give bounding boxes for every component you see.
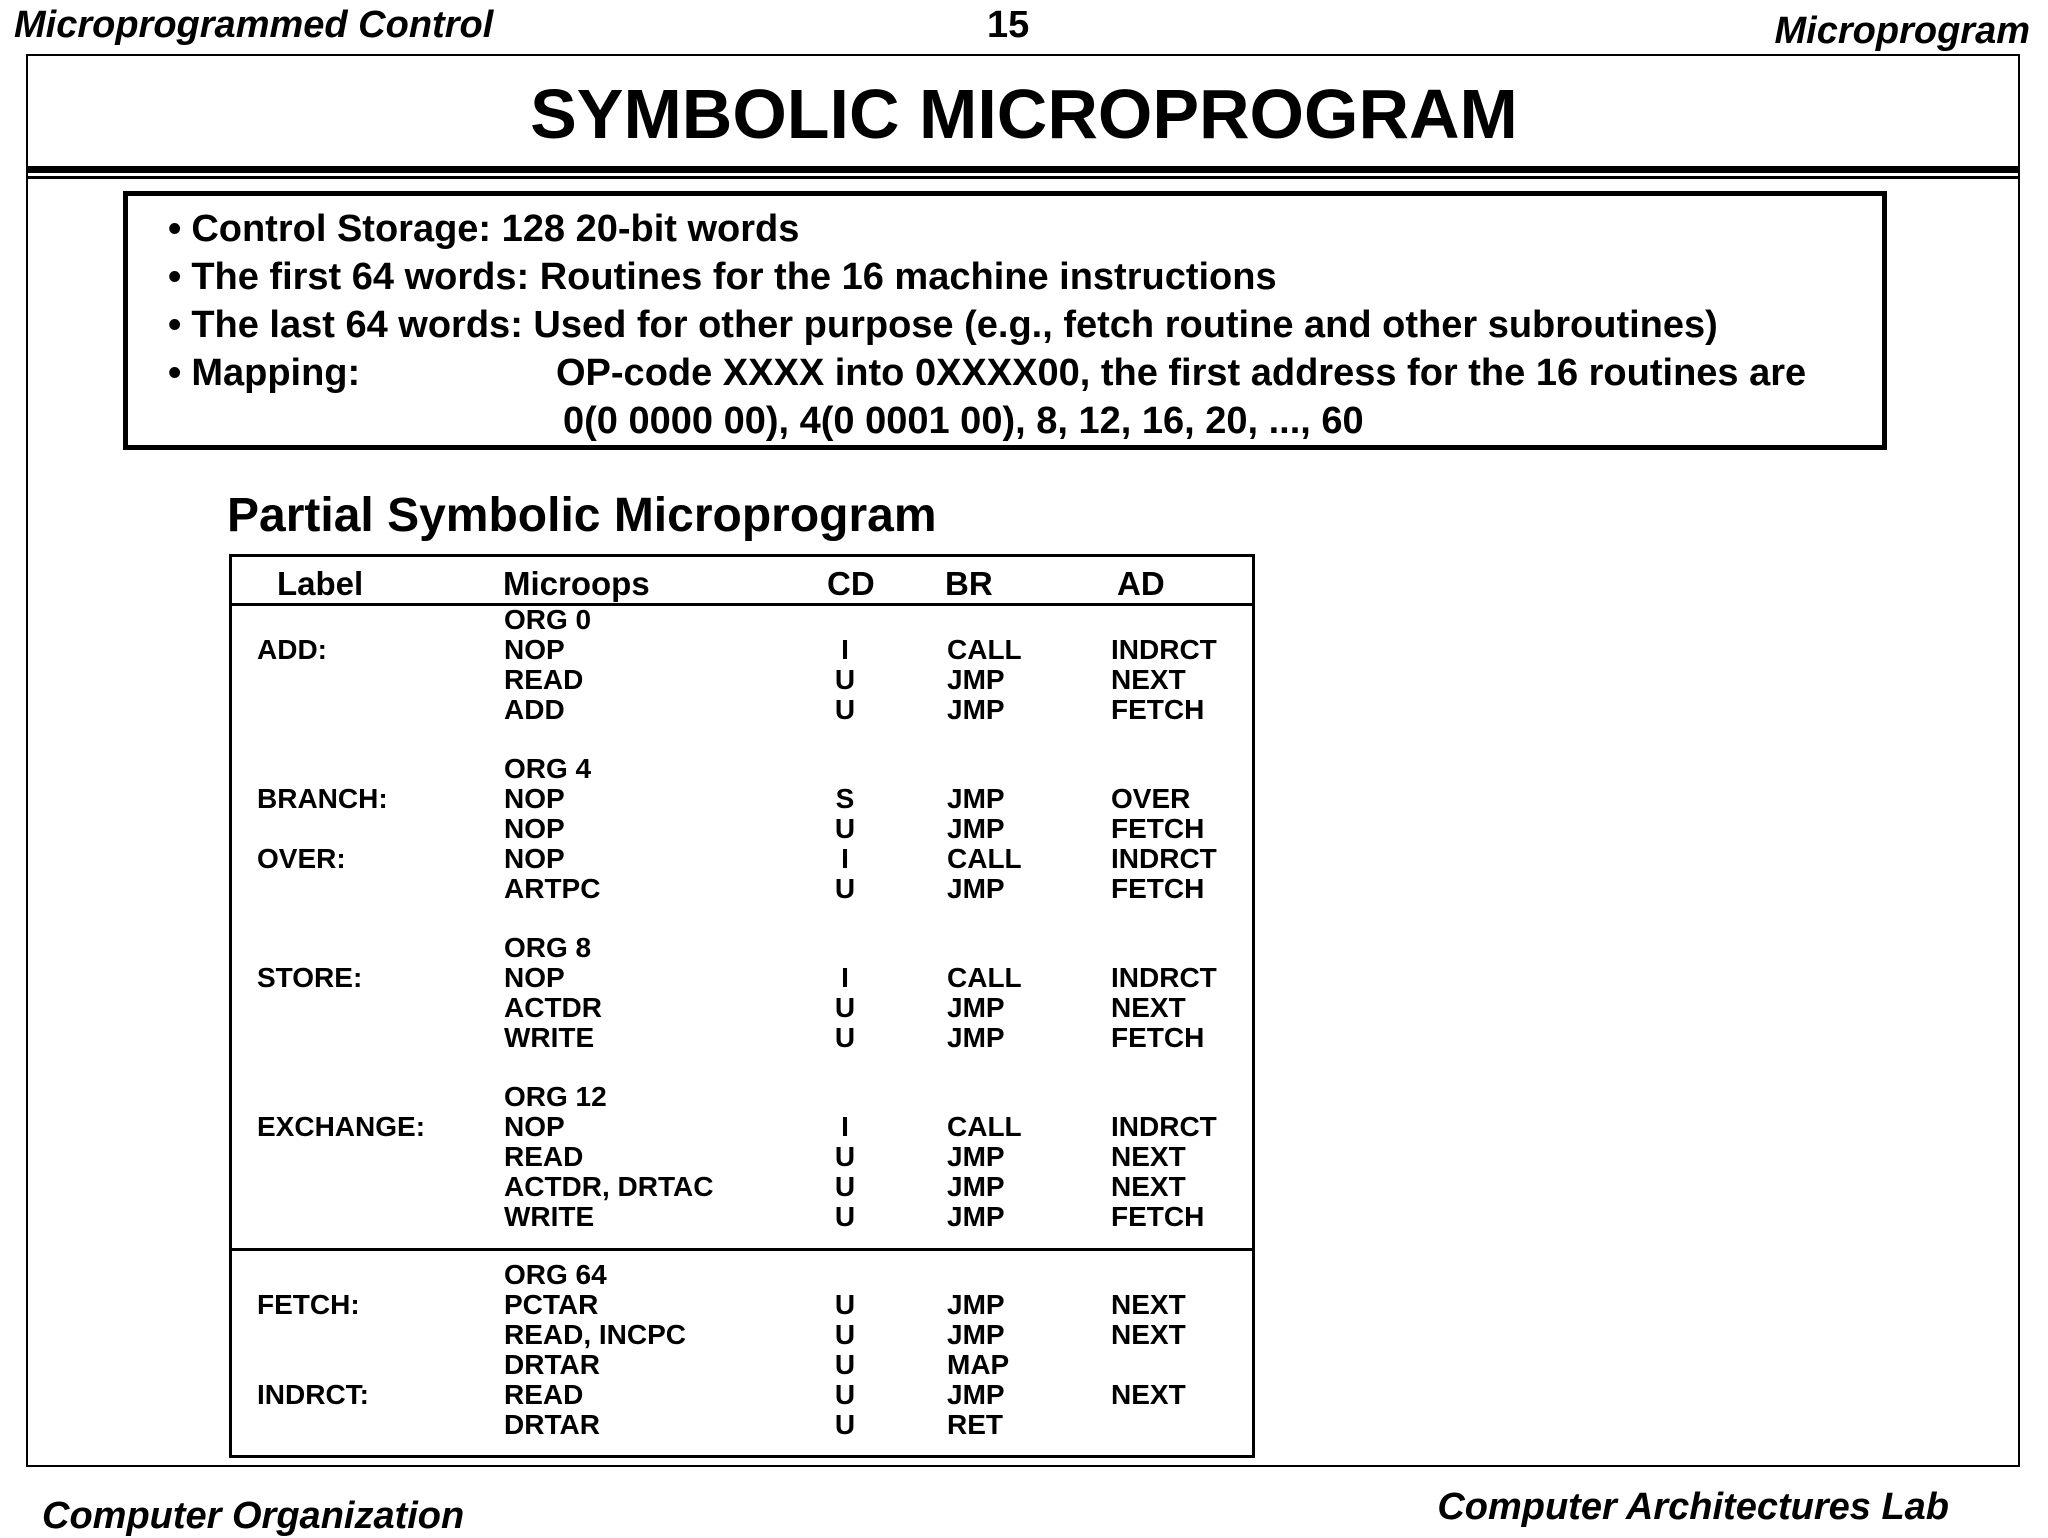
cell-microops: READ — [504, 1141, 584, 1172]
slide-title: SYMBOLIC MICROPROGRAM — [530, 75, 1518, 153]
cell-ad: FETCH — [1111, 1201, 1205, 1232]
cell-cd: U — [834, 1289, 856, 1320]
cell-microops: WRITE — [504, 1022, 595, 1053]
header-right-title: Microprogram — [1774, 10, 2030, 52]
cell-ad: FETCH — [1111, 873, 1205, 904]
microprogram-table — [229, 554, 1255, 1458]
column-header-microops: Microops — [503, 565, 650, 602]
cell-microops: READ, INCPC — [504, 1319, 687, 1350]
title-rule-thin — [26, 176, 2020, 179]
cell-cd: U — [834, 1171, 856, 1202]
table-row — [232, 604, 1252, 634]
mapping-line-2: 0(0 0000 00), 4(0 0001 00), 8, 12, 16, 20, ..., 60 — [563, 400, 1364, 442]
table-row — [232, 1201, 1252, 1231]
cell-br: MAP — [947, 1349, 1010, 1380]
cell-cd: I — [841, 1111, 849, 1142]
cell-br: CALL — [947, 1111, 1022, 1142]
cell-br: JMP — [947, 992, 1005, 1023]
cell-microops: NOP — [504, 813, 565, 844]
cell-label: EXCHANGE: — [257, 1111, 426, 1142]
footer-left: Computer Organization — [42, 1495, 465, 1537]
cell-ad: NEXT — [1111, 1171, 1186, 1202]
cell-ad: NEXT — [1111, 992, 1186, 1023]
cell-label: INDRCT: — [257, 1379, 369, 1410]
cell-microops: ACTDR, DRTAC — [504, 1171, 714, 1202]
cell-cd: U — [834, 1022, 856, 1053]
section-title: Partial Symbolic Microprogram — [227, 489, 937, 542]
cell-cd: S — [835, 783, 855, 814]
cell-label: OVER: — [257, 843, 346, 874]
cell-microops: READ — [504, 1379, 584, 1410]
cell-microops: ORG 12 — [504, 1081, 607, 1112]
cell-label: BRANCH: — [257, 783, 388, 814]
cell-ad: INDRCT — [1111, 843, 1217, 874]
cell-cd: I — [841, 962, 849, 993]
cell-ad: NEXT — [1111, 1289, 1186, 1320]
info-item-mapping — [168, 352, 1807, 395]
cell-ad: FETCH — [1111, 1022, 1205, 1053]
cell-br: RET — [947, 1409, 1003, 1440]
table-row — [232, 1349, 1252, 1379]
cell-microops: ORG 0 — [504, 604, 592, 635]
cell-microops: ACTDR — [504, 992, 602, 1023]
cell-br: JMP — [947, 1289, 1005, 1320]
cell-cd: I — [841, 634, 849, 665]
cell-microops: DRTAR — [504, 1349, 600, 1380]
info-item-text: Control Storage: 128 20-bit words — [191, 208, 800, 250]
table-row — [232, 694, 1252, 724]
info-item-last-64 — [168, 304, 1718, 347]
cell-ad: INDRCT — [1111, 962, 1217, 993]
table-row — [232, 1081, 1252, 1111]
table-row — [232, 1111, 1252, 1141]
table-row — [232, 1141, 1252, 1171]
bullet-dot: • — [168, 208, 182, 250]
cell-ad: INDRCT — [1111, 634, 1217, 665]
cell-ad: FETCH — [1111, 694, 1205, 725]
table-row — [232, 1319, 1252, 1349]
table-row — [232, 634, 1252, 664]
cell-cd: I — [841, 843, 849, 874]
cell-cd: U — [834, 992, 856, 1023]
cell-microops: ARTPC — [504, 873, 601, 904]
cell-br: JMP — [947, 1141, 1005, 1172]
table-row — [232, 962, 1252, 992]
cell-br: JMP — [947, 664, 1005, 695]
table-row — [232, 1022, 1252, 1052]
cell-microops: NOP — [504, 1111, 565, 1142]
info-item-text: The last 64 words: Used for other purpose (e.g., fetch routine and other subroutines) — [191, 304, 1718, 346]
cell-cd: U — [834, 873, 856, 904]
bullet-dot: • — [168, 256, 182, 298]
column-header-cd: CD — [827, 565, 875, 602]
cell-cd: U — [834, 813, 856, 844]
cell-ad: NEXT — [1111, 1319, 1186, 1350]
cell-br: JMP — [947, 1171, 1005, 1202]
table-row — [232, 1259, 1252, 1289]
cell-ad: NEXT — [1111, 664, 1186, 695]
cell-cd: U — [834, 1349, 856, 1380]
header-left-title: Microprogrammed Control — [14, 4, 494, 46]
cell-microops: NOP — [504, 962, 565, 993]
cell-br: JMP — [947, 783, 1005, 814]
cell-cd: U — [834, 1409, 856, 1440]
table-row — [232, 1289, 1252, 1319]
cell-label: ADD: — [257, 634, 327, 665]
cell-br: JMP — [947, 1022, 1005, 1053]
cell-microops: ORG 8 — [504, 932, 592, 963]
mapping-label: Mapping: — [191, 352, 361, 394]
cell-microops: ADD — [504, 694, 565, 725]
column-header-label: Label — [277, 565, 364, 602]
table-row — [232, 753, 1252, 783]
title-rule-thick — [26, 166, 2020, 173]
footer-right: Computer Architectures Lab — [1437, 1486, 1949, 1528]
cell-cd: U — [834, 1141, 856, 1172]
cell-label: STORE: — [257, 962, 363, 993]
table-section-divider — [232, 1248, 1252, 1251]
info-item-text: The first 64 words: Routines for the 16 machine instructions — [191, 256, 1277, 298]
bullet-dot: • — [168, 304, 182, 346]
cell-microops: NOP — [504, 634, 565, 665]
table-row — [232, 813, 1252, 843]
page-number: 15 — [987, 4, 1030, 46]
table-row — [232, 843, 1252, 873]
info-item-first-64 — [168, 256, 1277, 299]
cell-br: CALL — [947, 843, 1022, 874]
info-item-control-storage — [168, 208, 799, 251]
cell-microops: ORG 64 — [504, 1259, 607, 1290]
cell-br: JMP — [947, 694, 1005, 725]
cell-br: JMP — [947, 1319, 1005, 1350]
table-row — [232, 932, 1252, 962]
cell-ad: FETCH — [1111, 813, 1205, 844]
cell-cd: U — [834, 1201, 856, 1232]
cell-br: JMP — [947, 1379, 1005, 1410]
cell-cd: U — [834, 1379, 856, 1410]
cell-br: JMP — [947, 813, 1005, 844]
cell-br: JMP — [947, 873, 1005, 904]
table-row — [232, 1379, 1252, 1409]
cell-ad: NEXT — [1111, 1379, 1186, 1410]
cell-cd: U — [834, 664, 856, 695]
cell-ad: INDRCT — [1111, 1111, 1217, 1142]
bullet-dot: • — [168, 352, 182, 394]
table-row — [232, 783, 1252, 813]
table-row — [232, 1171, 1252, 1201]
info-box — [123, 191, 1887, 450]
cell-microops: DRTAR — [504, 1409, 600, 1440]
cell-br: JMP — [947, 1201, 1005, 1232]
cell-cd: U — [834, 1319, 856, 1350]
table-row — [232, 664, 1252, 694]
table-row — [232, 873, 1252, 903]
cell-ad: OVER — [1111, 783, 1191, 814]
cell-microops: NOP — [504, 843, 565, 874]
mapping-line-1: OP-code XXXX into 0XXXX00, the first address for the 16 routines are — [556, 352, 1807, 394]
table-row — [232, 1409, 1252, 1439]
column-header-br: BR — [945, 565, 993, 602]
cell-microops: ORG 4 — [504, 753, 592, 784]
column-header-ad: AD — [1117, 565, 1165, 602]
cell-cd: U — [834, 694, 856, 725]
cell-microops: READ — [504, 664, 584, 695]
cell-br: CALL — [947, 634, 1022, 665]
cell-microops: PCTAR — [504, 1289, 599, 1320]
cell-microops: NOP — [504, 783, 565, 814]
cell-ad: NEXT — [1111, 1141, 1186, 1172]
cell-br: CALL — [947, 962, 1022, 993]
cell-label: FETCH: — [257, 1289, 360, 1320]
table-row — [232, 992, 1252, 1022]
cell-microops: WRITE — [504, 1201, 595, 1232]
